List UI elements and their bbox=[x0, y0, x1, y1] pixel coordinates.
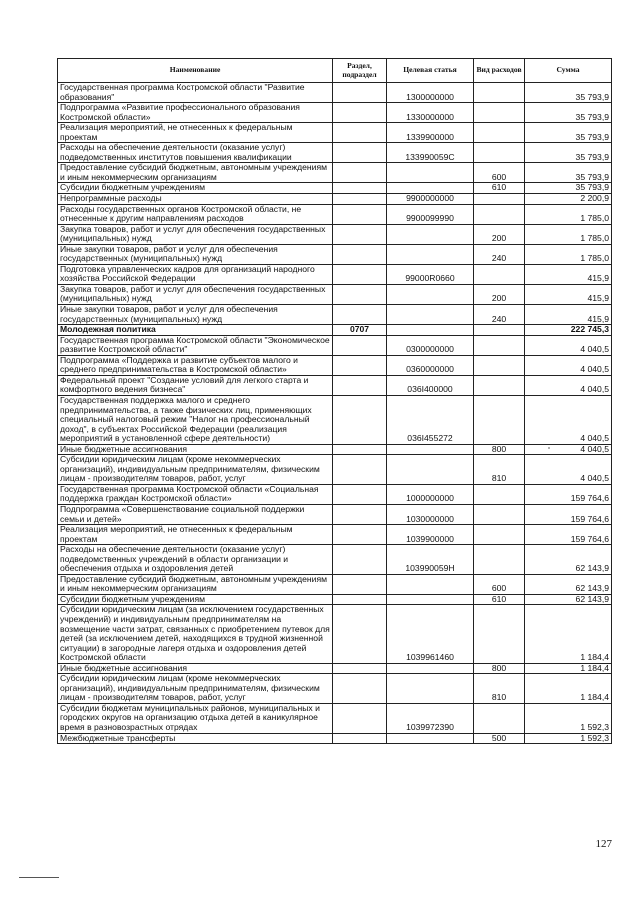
row-name-cell: Подпрограмма «Поддержка и развитие субъектов малого и среднего предпринимательства в Костромской области» bbox=[58, 355, 333, 375]
row-expense-cell bbox=[474, 264, 525, 284]
page-number: 127 bbox=[595, 838, 612, 850]
row-name-cell: Иные закупки товаров, работ и услуг для обеспечения государственных (муниципальных) нужд bbox=[58, 305, 333, 325]
row-section-cell bbox=[333, 663, 387, 674]
table-row bbox=[58, 594, 612, 605]
row-section-cell bbox=[333, 525, 387, 545]
row-expense-cell bbox=[474, 375, 525, 395]
row-amount-cell: 62 143,9 bbox=[525, 594, 612, 605]
table-row bbox=[58, 284, 612, 304]
row-target-cell bbox=[387, 163, 474, 183]
row-name-cell: Государственная программа Костромской области "Экономическое развитие Костромской области" bbox=[58, 335, 333, 355]
row-section-cell bbox=[333, 703, 387, 733]
row-section-cell bbox=[333, 444, 387, 455]
header-target: Целевая статья bbox=[387, 59, 474, 83]
table-row bbox=[58, 545, 612, 575]
row-expense-cell: 600 bbox=[474, 163, 525, 183]
row-section-cell bbox=[333, 375, 387, 395]
row-amount-cell: 415,9 bbox=[525, 284, 612, 304]
row-expense-cell bbox=[474, 143, 525, 163]
row-target-cell: 1039900000 bbox=[387, 525, 474, 545]
row-amount-cell: 1 785,0 bbox=[525, 224, 612, 244]
row-name-cell: Молодежная политика bbox=[58, 325, 333, 336]
row-amount-cell: 35 793,9 bbox=[525, 123, 612, 143]
row-amount-cell: 4 040,5 bbox=[525, 375, 612, 395]
row-expense-cell bbox=[474, 335, 525, 355]
row-name-cell: Иные закупки товаров, работ и услуг для обеспечения государственных (муниципальных) нужд bbox=[58, 244, 333, 264]
row-target-cell: 1330000000 bbox=[387, 103, 474, 123]
row-section-cell bbox=[333, 204, 387, 224]
row-name-cell: Предоставление субсидий бюджетным, автономным учреждениям и иным некоммерческим организациям bbox=[58, 163, 333, 183]
table-row bbox=[58, 103, 612, 123]
row-target-cell: 1000000000 bbox=[387, 484, 474, 504]
row-name-cell: Закупка товаров, работ и услуг для обеспечения государственных (муниципальных) нужд bbox=[58, 224, 333, 244]
row-target-cell bbox=[387, 325, 474, 336]
row-expense-cell bbox=[474, 525, 525, 545]
row-name-cell: Субсидии бюджетным учреждениям bbox=[58, 594, 333, 605]
row-section-cell bbox=[333, 183, 387, 194]
row-expense-cell: 500 bbox=[474, 733, 525, 744]
row-section-cell bbox=[333, 545, 387, 575]
row-expense-cell: 600 bbox=[474, 574, 525, 594]
row-expense-cell bbox=[474, 103, 525, 123]
row-target-cell bbox=[387, 674, 474, 704]
row-section-cell bbox=[333, 594, 387, 605]
row-target-cell: 9900099990 bbox=[387, 204, 474, 224]
row-amount-cell: 35 793,9 bbox=[525, 103, 612, 123]
row-expense-cell: 200 bbox=[474, 224, 525, 244]
row-expense-cell: 240 bbox=[474, 244, 525, 264]
row-name-cell: Подпрограмма «Совершенствование социальной поддержки семьи и детей» bbox=[58, 504, 333, 524]
row-name-cell: Федеральный проект "Создание условий для легкого старта и комфортного ведения бизнеса" bbox=[58, 375, 333, 395]
row-name-cell: Иные бюджетные ассигнования bbox=[58, 444, 333, 455]
header-amount: Сумма bbox=[525, 59, 612, 83]
row-section-cell bbox=[333, 305, 387, 325]
row-amount-cell: 1 184,4 bbox=[525, 674, 612, 704]
table-row bbox=[58, 375, 612, 395]
row-amount-cell: 4 040,5 bbox=[525, 395, 612, 444]
row-target-cell: 103990059Н bbox=[387, 545, 474, 575]
row-amount-cell: 1 184,4 bbox=[525, 605, 612, 663]
row-amount-cell: 35 793,9 bbox=[525, 163, 612, 183]
table-row bbox=[58, 674, 612, 704]
row-expense-cell: 800 bbox=[474, 663, 525, 674]
row-target-cell: 0360000000 bbox=[387, 355, 474, 375]
row-expense-cell bbox=[474, 123, 525, 143]
row-name-cell: Реализация мероприятий, не отнесенных к федеральным проектам bbox=[58, 525, 333, 545]
row-target-cell bbox=[387, 224, 474, 244]
row-target-cell: 1300000000 bbox=[387, 83, 474, 103]
row-name-cell: Государственная программа Костромской области "Развитие образования" bbox=[58, 83, 333, 103]
table-row bbox=[58, 703, 612, 733]
table-header-row bbox=[58, 59, 612, 83]
row-target-cell: 036I400000 bbox=[387, 375, 474, 395]
row-target-cell bbox=[387, 733, 474, 744]
row-name-cell: Субсидии юридическим лицам (кроме некоммерческих организаций), индивидуальным предпринимателям, физическим лицам - производителям товаров, работ, услуг bbox=[58, 674, 333, 704]
row-amount-cell: 4 040,5 bbox=[525, 355, 612, 375]
row-target-cell: 1030000000 bbox=[387, 504, 474, 524]
row-target-cell: 9900000000 bbox=[387, 194, 474, 205]
row-amount-cell: 415,9 bbox=[525, 264, 612, 284]
row-expense-cell bbox=[474, 484, 525, 504]
row-expense-cell: 240 bbox=[474, 305, 525, 325]
row-name-cell: Государственная программа Костромской области «Социальная поддержка граждан Костромской области» bbox=[58, 484, 333, 504]
row-name-cell: Государственная поддержка малого и среднего предпринимательства, а также физических лиц, применяющих специальный налоговый режим "Налог на профессиональный доход", в субъектах Российской Федерации (реализация мероприятий в установленной сфере деятельности) bbox=[58, 395, 333, 444]
header-section: Раздел, подраздел bbox=[333, 59, 387, 83]
row-expense-cell bbox=[474, 204, 525, 224]
row-target-cell bbox=[387, 183, 474, 194]
row-expense-cell bbox=[474, 395, 525, 444]
row-expense-cell: 810 bbox=[474, 674, 525, 704]
header-name: Наименование bbox=[58, 59, 333, 83]
scan-speck bbox=[548, 447, 550, 449]
row-amount-cell: 1 184,4 bbox=[525, 663, 612, 674]
row-amount-cell: 62 143,9 bbox=[525, 545, 612, 575]
row-name-cell: Подпрограмма «Развитие профессионального образования Костромской области» bbox=[58, 103, 333, 123]
row-section-cell bbox=[333, 504, 387, 524]
row-target-cell: 99000R0660 bbox=[387, 264, 474, 284]
row-amount-cell: 1 592,3 bbox=[525, 733, 612, 744]
row-target-cell bbox=[387, 594, 474, 605]
row-section-cell bbox=[333, 455, 387, 485]
row-target-cell bbox=[387, 444, 474, 455]
table-row bbox=[58, 204, 612, 224]
row-expense-cell bbox=[474, 355, 525, 375]
row-amount-cell: 159 764,6 bbox=[525, 525, 612, 545]
row-expense-cell bbox=[474, 545, 525, 575]
row-target-cell bbox=[387, 284, 474, 304]
table-row bbox=[58, 605, 612, 663]
table-row bbox=[58, 244, 612, 264]
row-target-cell: 133990059С bbox=[387, 143, 474, 163]
row-amount-cell: 4 040,5 bbox=[525, 335, 612, 355]
row-section-cell bbox=[333, 194, 387, 205]
row-amount-cell: 4 040,5 bbox=[525, 444, 612, 455]
table-row bbox=[58, 325, 612, 336]
row-section-cell: 0707 bbox=[333, 325, 387, 336]
row-name-cell: Расходы на обеспечение деятельности (оказание услуг) подведомственных институтов повышения квалификации bbox=[58, 143, 333, 163]
row-target-cell: 0300000000 bbox=[387, 335, 474, 355]
row-amount-cell: 159 764,6 bbox=[525, 504, 612, 524]
row-expense-cell bbox=[474, 194, 525, 205]
row-name-cell: Межбюджетные трансферты bbox=[58, 733, 333, 744]
row-expense-cell bbox=[474, 605, 525, 663]
row-section-cell bbox=[333, 574, 387, 594]
row-amount-cell: 35 793,9 bbox=[525, 83, 612, 103]
row-target-cell bbox=[387, 663, 474, 674]
row-name-cell: Субсидии бюджетам муниципальных районов, муниципальных и городских округов на организацию отдыха детей в каникулярное время в разновозрастных отрядах bbox=[58, 703, 333, 733]
row-target-cell bbox=[387, 305, 474, 325]
table-row bbox=[58, 663, 612, 674]
row-target-cell: 1339900000 bbox=[387, 123, 474, 143]
table-row bbox=[58, 305, 612, 325]
row-section-cell bbox=[333, 484, 387, 504]
row-target-cell: 1039972390 bbox=[387, 703, 474, 733]
row-expense-cell: 200 bbox=[474, 284, 525, 304]
row-amount-cell: 35 793,9 bbox=[525, 183, 612, 194]
row-section-cell bbox=[333, 605, 387, 663]
row-name-cell: Подготовка управленческих кадров для организаций народного хозяйства Российской Федерации bbox=[58, 264, 333, 284]
row-section-cell bbox=[333, 83, 387, 103]
row-expense-cell: 610 bbox=[474, 183, 525, 194]
row-name-cell: Непрограммные расходы bbox=[58, 194, 333, 205]
table-row bbox=[58, 224, 612, 244]
table-row bbox=[58, 444, 612, 455]
row-section-cell bbox=[333, 123, 387, 143]
row-section-cell bbox=[333, 143, 387, 163]
row-target-cell bbox=[387, 574, 474, 594]
row-target-cell bbox=[387, 455, 474, 485]
table-row bbox=[58, 264, 612, 284]
row-name-cell: Реализация мероприятий, не отнесенных к федеральным проектам bbox=[58, 123, 333, 143]
table-row bbox=[58, 455, 612, 485]
row-amount-cell: 159 764,6 bbox=[525, 484, 612, 504]
row-expense-cell bbox=[474, 504, 525, 524]
table-row bbox=[58, 574, 612, 594]
row-section-cell bbox=[333, 733, 387, 744]
row-target-cell: 1039961460 bbox=[387, 605, 474, 663]
row-target-cell bbox=[387, 244, 474, 264]
table-row bbox=[58, 83, 612, 103]
row-expense-cell bbox=[474, 83, 525, 103]
row-amount-cell: 415,9 bbox=[525, 305, 612, 325]
row-section-cell bbox=[333, 103, 387, 123]
row-name-cell: Закупка товаров, работ и услуг для обеспечения государственных (муниципальных) нужд bbox=[58, 284, 333, 304]
table-row bbox=[58, 355, 612, 375]
row-name-cell: Иные бюджетные ассигнования bbox=[58, 663, 333, 674]
row-section-cell bbox=[333, 224, 387, 244]
table-row bbox=[58, 733, 612, 744]
row-expense-cell: 610 bbox=[474, 594, 525, 605]
table-row bbox=[58, 183, 612, 194]
row-section-cell bbox=[333, 355, 387, 375]
row-section-cell bbox=[333, 264, 387, 284]
table-row bbox=[58, 525, 612, 545]
table-row bbox=[58, 395, 612, 444]
row-amount-cell: 222 745,3 bbox=[525, 325, 612, 336]
row-amount-cell: 1 785,0 bbox=[525, 204, 612, 224]
header-expense: Вид расходов bbox=[474, 59, 525, 83]
table-row bbox=[58, 123, 612, 143]
row-section-cell bbox=[333, 284, 387, 304]
table-row bbox=[58, 163, 612, 183]
row-name-cell: Субсидии юридическим лицам (кроме некоммерческих организаций), индивидуальным предпринимателям, физическим лицам - производителям товаров, работ, услуг bbox=[58, 455, 333, 485]
row-expense-cell bbox=[474, 325, 525, 336]
row-expense-cell: 810 bbox=[474, 455, 525, 485]
row-expense-cell bbox=[474, 703, 525, 733]
row-section-cell bbox=[333, 244, 387, 264]
footer-rule bbox=[19, 877, 59, 878]
row-target-cell: 036I455272 bbox=[387, 395, 474, 444]
row-amount-cell: 2 200,9 bbox=[525, 194, 612, 205]
row-section-cell bbox=[333, 163, 387, 183]
table-row bbox=[58, 504, 612, 524]
row-name-cell: Расходы государственных органов Костромской области, не отнесенные к другим направлениям расходов bbox=[58, 204, 333, 224]
row-name-cell: Расходы на обеспечение деятельности (оказание услуг) подведомственных учреждений в области организации и обеспечения отдыха и оздоровления детей bbox=[58, 545, 333, 575]
row-section-cell bbox=[333, 335, 387, 355]
table-row bbox=[58, 335, 612, 355]
row-amount-cell: 35 793,9 bbox=[525, 143, 612, 163]
row-section-cell bbox=[333, 395, 387, 444]
row-amount-cell: 62 143,9 bbox=[525, 574, 612, 594]
row-amount-cell: 4 040,5 bbox=[525, 455, 612, 485]
row-name-cell: Предоставление субсидий бюджетным, автономным учреждениям и иным некоммерческим организациям bbox=[58, 574, 333, 594]
row-section-cell bbox=[333, 674, 387, 704]
budget-table bbox=[57, 58, 612, 744]
row-expense-cell: 800 bbox=[474, 444, 525, 455]
row-name-cell: Субсидии юридическим лицам (за исключением государственных учреждений) и индивидуальным предпринимателям на возмещение части затрат, связанных с приобретением путевок для детей (за исключением детей, находящихся в трудной жизненной ситуации) в загородные лагеря отдыха и оздоровления детей Костромской области bbox=[58, 605, 333, 663]
row-amount-cell: 1 592,3 bbox=[525, 703, 612, 733]
row-amount-cell: 1 785,0 bbox=[525, 244, 612, 264]
table-row bbox=[58, 143, 612, 163]
table-row bbox=[58, 484, 612, 504]
table-row bbox=[58, 194, 612, 205]
row-name-cell: Субсидии бюджетным учреждениям bbox=[58, 183, 333, 194]
